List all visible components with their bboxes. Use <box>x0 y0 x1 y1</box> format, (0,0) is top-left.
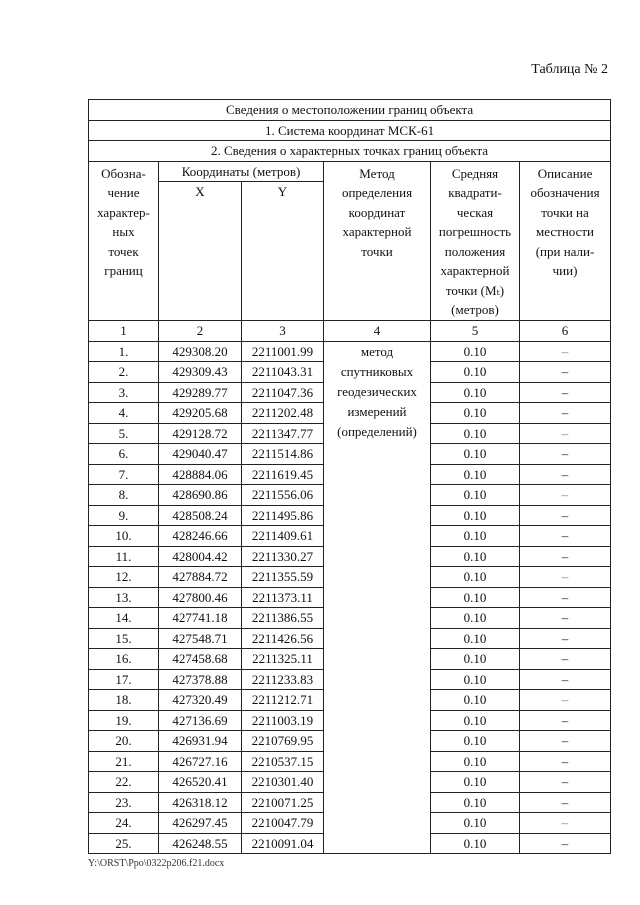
point-number: 3. <box>89 382 159 403</box>
coord-x: 428690.86 <box>159 485 242 506</box>
description-value: – <box>520 423 611 444</box>
coord-y: 2210537.15 <box>242 751 324 772</box>
description-value: – <box>520 690 611 711</box>
point-number: 19. <box>89 710 159 731</box>
boundary-points-table <box>88 99 611 854</box>
accuracy-value: 0.10 <box>431 382 520 403</box>
col-header-point-id: Обозна- чение характер- ных точек границ <box>89 161 159 320</box>
point-number: 22. <box>89 772 159 793</box>
description-value: – <box>520 731 611 752</box>
col-number-3: 3 <box>242 320 324 341</box>
coord-x: 427458.68 <box>159 649 242 670</box>
point-number: 9. <box>89 505 159 526</box>
description-value: – <box>520 526 611 547</box>
accuracy-value: 0.10 <box>431 731 520 752</box>
accuracy-value: 0.10 <box>431 772 520 793</box>
coord-y: 2211556.06 <box>242 485 324 506</box>
accuracy-value: 0.10 <box>431 608 520 629</box>
col-number-4: 4 <box>324 320 431 341</box>
description-value: – <box>520 464 611 485</box>
coord-x: 427800.46 <box>159 587 242 608</box>
coord-y: 2211043.31 <box>242 362 324 383</box>
coord-x: 427320.49 <box>159 690 242 711</box>
coord-y: 2211212.71 <box>242 690 324 711</box>
accuracy-value: 0.10 <box>431 587 520 608</box>
point-number: 24. <box>89 813 159 834</box>
point-number: 17. <box>89 669 159 690</box>
coord-x: 426297.45 <box>159 813 242 834</box>
accuracy-value: 0.10 <box>431 464 520 485</box>
accuracy-value: 0.10 <box>431 833 520 854</box>
coord-x: 427136.69 <box>159 710 242 731</box>
coord-y: 2211233.83 <box>242 669 324 690</box>
point-number: 6. <box>89 444 159 465</box>
accuracy-value: 0.10 <box>431 362 520 383</box>
coord-x: 428884.06 <box>159 464 242 485</box>
description-value: – <box>520 710 611 731</box>
description-value: – <box>520 362 611 383</box>
table-row <box>89 341 611 362</box>
point-number: 25. <box>89 833 159 854</box>
point-number: 10. <box>89 526 159 547</box>
table-title: Сведения о местоположении границ объекта <box>89 100 611 121</box>
point-number: 20. <box>89 731 159 752</box>
point-number: 7. <box>89 464 159 485</box>
col-header-method: Метод определения координат характерной точки <box>324 161 431 320</box>
description-value: – <box>520 382 611 403</box>
description-value: – <box>520 833 611 854</box>
accuracy-value: 0.10 <box>431 669 520 690</box>
coord-x: 429040.47 <box>159 444 242 465</box>
coord-y: 2211386.55 <box>242 608 324 629</box>
col-header-y: Y <box>242 182 324 202</box>
footer-file-path: Y:\ORST\Ppo\0322p206.f21.docx <box>88 858 225 869</box>
description-value: – <box>520 813 611 834</box>
coord-x: 427884.72 <box>159 567 242 588</box>
accuracy-value: 0.10 <box>431 444 520 465</box>
coord-y: 2211373.11 <box>242 587 324 608</box>
accuracy-value: 0.10 <box>431 546 520 567</box>
point-number: 21. <box>89 751 159 772</box>
section-title: 2. Сведения о характерных точках границ объекта <box>89 141 611 162</box>
coord-y: 2211409.61 <box>242 526 324 547</box>
accuracy-value: 0.10 <box>431 403 520 424</box>
method-cell: метод спутниковых геодезических измерений (определений) <box>324 341 431 854</box>
description-value: – <box>520 608 611 629</box>
coord-y: 2211202.48 <box>242 403 324 424</box>
point-number: 15. <box>89 628 159 649</box>
accuracy-value: 0.10 <box>431 423 520 444</box>
col-header-y-body <box>242 202 324 320</box>
col-header-x-body <box>159 202 242 320</box>
point-number: 8. <box>89 485 159 506</box>
accuracy-value: 0.10 <box>431 505 520 526</box>
description-value: – <box>520 485 611 506</box>
coord-y: 2210301.40 <box>242 772 324 793</box>
coord-x: 429289.77 <box>159 382 242 403</box>
col-number-5: 5 <box>431 320 520 341</box>
accuracy-value: 0.10 <box>431 813 520 834</box>
coord-y: 2211426.56 <box>242 628 324 649</box>
coord-x: 429308.20 <box>159 341 242 362</box>
coord-y: 2210091.04 <box>242 833 324 854</box>
coord-x: 428246.66 <box>159 526 242 547</box>
coord-y: 2210769.95 <box>242 731 324 752</box>
coord-y: 2211514.86 <box>242 444 324 465</box>
point-number: 12. <box>89 567 159 588</box>
accuracy-value: 0.10 <box>431 751 520 772</box>
coord-x: 429205.68 <box>159 403 242 424</box>
point-number: 13. <box>89 587 159 608</box>
col-header-accuracy: Средняя квадрати- ческая погрешность положения характерной точки (Mₜ) (метров) <box>431 161 520 320</box>
coord-y: 2211001.99 <box>242 341 324 362</box>
coord-x: 427548.71 <box>159 628 242 649</box>
description-value: – <box>520 669 611 690</box>
accuracy-value: 0.10 <box>431 710 520 731</box>
point-number: 5. <box>89 423 159 444</box>
coord-x: 426931.94 <box>159 731 242 752</box>
coord-y: 2211347.77 <box>242 423 324 444</box>
description-value: – <box>520 546 611 567</box>
description-value: – <box>520 567 611 588</box>
coord-y: 2211003.19 <box>242 710 324 731</box>
coord-y: 2211495.86 <box>242 505 324 526</box>
point-number: 4. <box>89 403 159 424</box>
description-value: – <box>520 341 611 362</box>
point-number: 1. <box>89 341 159 362</box>
coord-y: 2211047.36 <box>242 382 324 403</box>
description-value: – <box>520 587 611 608</box>
coord-x: 426318.12 <box>159 792 242 813</box>
coord-y: 2210071.25 <box>242 792 324 813</box>
accuracy-value: 0.10 <box>431 649 520 670</box>
coord-y: 2210047.79 <box>242 813 324 834</box>
description-value: – <box>520 403 611 424</box>
coord-x: 429128.72 <box>159 423 242 444</box>
accuracy-value: 0.10 <box>431 628 520 649</box>
accuracy-value: 0.10 <box>431 485 520 506</box>
point-number: 23. <box>89 792 159 813</box>
accuracy-value: 0.10 <box>431 526 520 547</box>
coord-y: 2211325.11 <box>242 649 324 670</box>
col-header-description: Описание обозначения точки на местности (при нали- чии) <box>520 161 611 320</box>
coord-x: 426248.55 <box>159 833 242 854</box>
accuracy-value: 0.10 <box>431 792 520 813</box>
description-value: – <box>520 649 611 670</box>
coord-x: 426727.16 <box>159 751 242 772</box>
description-value: – <box>520 444 611 465</box>
point-number: 11. <box>89 546 159 567</box>
table-caption: Таблица № 2 <box>531 62 608 77</box>
coord-y: 2211619.45 <box>242 464 324 485</box>
col-number-1: 1 <box>89 320 159 341</box>
description-value: – <box>520 772 611 793</box>
col-header-x: X <box>159 182 242 202</box>
description-value: – <box>520 751 611 772</box>
col-number-6: 6 <box>520 320 611 341</box>
coord-x: 428508.24 <box>159 505 242 526</box>
description-value: – <box>520 628 611 649</box>
point-number: 2. <box>89 362 159 383</box>
col-number-2: 2 <box>159 320 242 341</box>
col-header-coordinates: Координаты (метров) <box>159 161 324 182</box>
point-number: 18. <box>89 690 159 711</box>
description-value: – <box>520 505 611 526</box>
accuracy-value: 0.10 <box>431 341 520 362</box>
accuracy-value: 0.10 <box>431 690 520 711</box>
coord-x: 426520.41 <box>159 772 242 793</box>
point-number: 14. <box>89 608 159 629</box>
coord-y: 2211330.27 <box>242 546 324 567</box>
coord-y: 2211355.59 <box>242 567 324 588</box>
accuracy-value: 0.10 <box>431 567 520 588</box>
coord-x: 427741.18 <box>159 608 242 629</box>
coord-x: 427378.88 <box>159 669 242 690</box>
description-value: – <box>520 792 611 813</box>
coordinate-system: 1. Система координат МСК-61 <box>89 120 611 141</box>
coord-x: 429309.43 <box>159 362 242 383</box>
coord-x: 428004.42 <box>159 546 242 567</box>
point-number: 16. <box>89 649 159 670</box>
